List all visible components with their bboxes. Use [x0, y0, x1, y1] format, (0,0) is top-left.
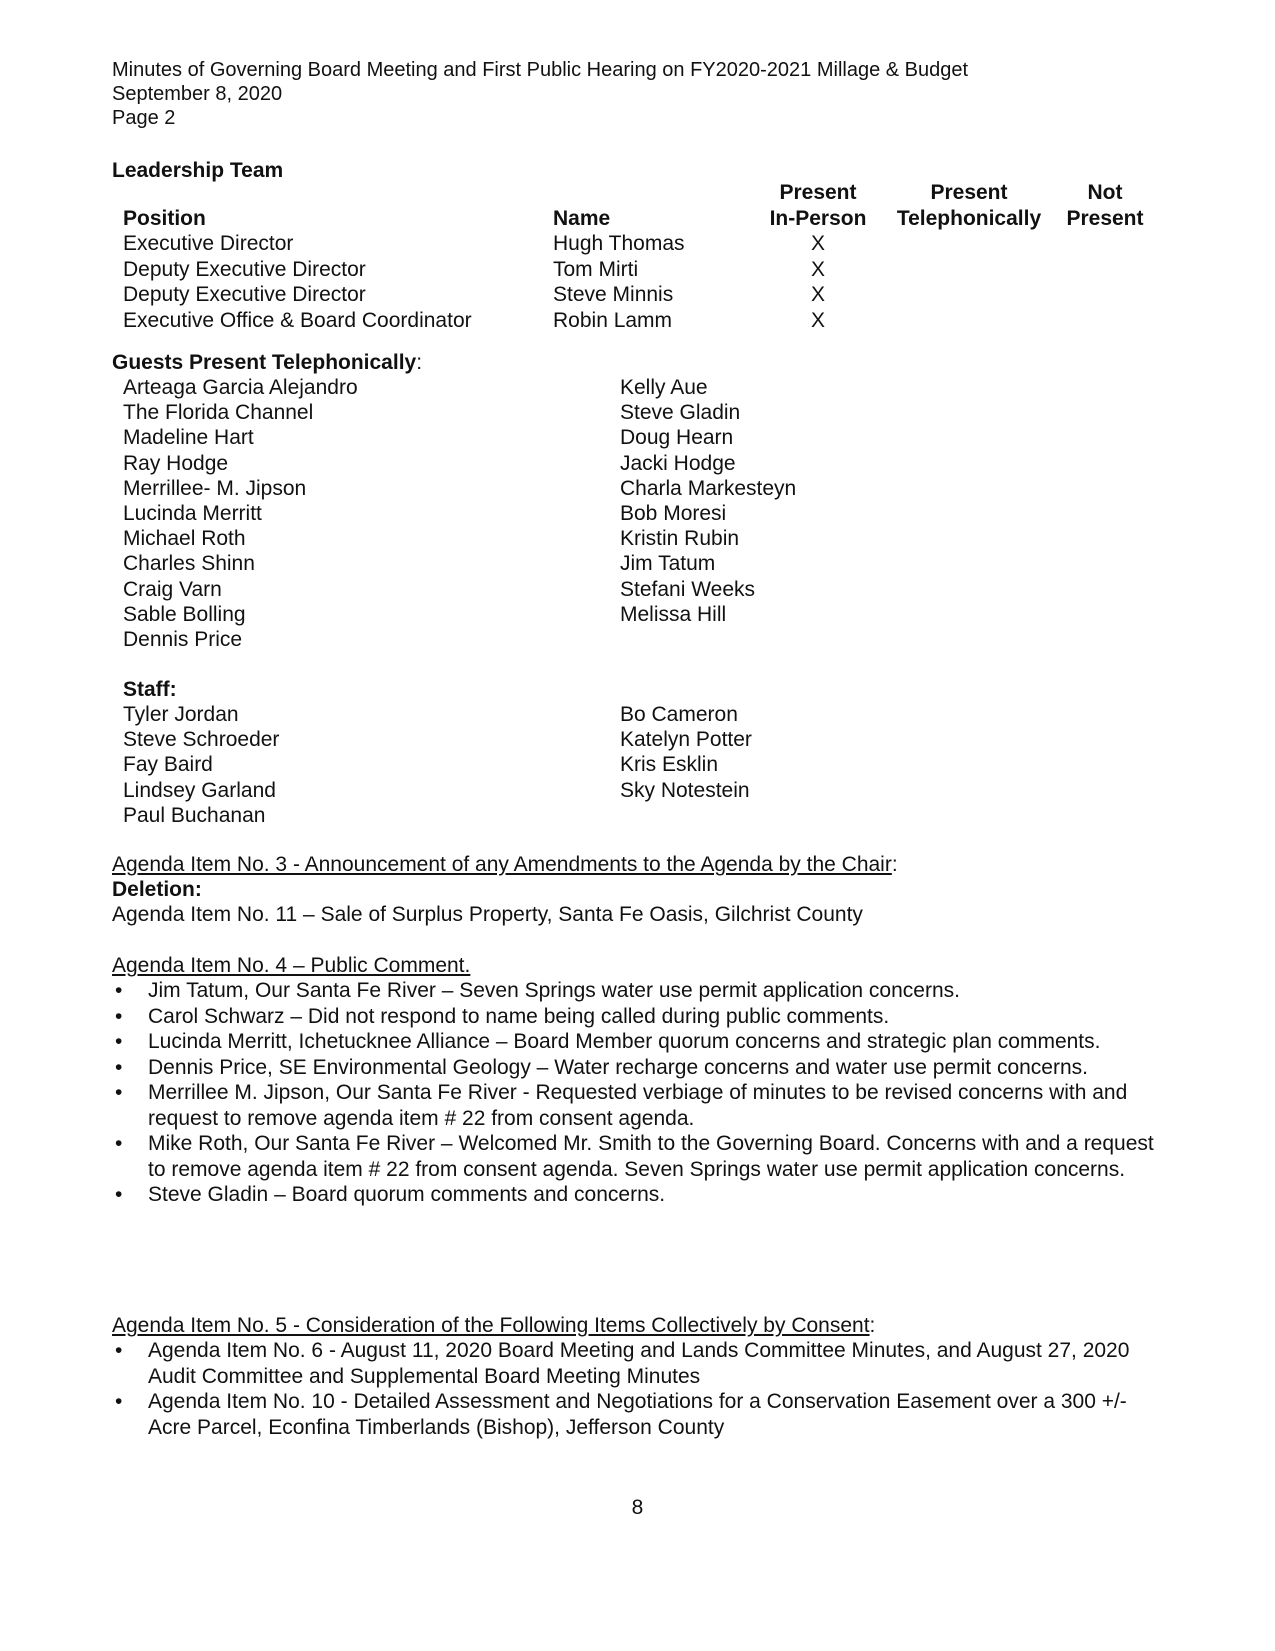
list-item: Kristin Rubin: [620, 527, 740, 551]
list-item: • Agenda Item No. 6 - August 11, 2020 Board Meeting and Lands Committee Minutes, and August 27, 2020 Audit Committee and Supplemental Board Meeting Minutes: [115, 1339, 1130, 1388]
page-number: 8: [631, 1496, 644, 1519]
staff-section: [112, 677, 1172, 827]
public-comment-list: [112, 978, 1172, 1208]
header-title: Minutes of Governing Board Meeting and First Public Hearing on FY2020-2021 Millage & Budget: [112, 59, 969, 81]
list-item: Steve Schroeder: [123, 728, 280, 752]
list-item: Sable Bolling: [123, 602, 246, 626]
list-item: Jim Tatum: [620, 552, 716, 576]
list-item: • Lucinda Merritt, Ichetucknee Alliance – Board Member quorum concerns and strategic plan comments.: [115, 1030, 1101, 1053]
list-item: Paul Buchanan: [123, 803, 266, 827]
list-item: Madeline Hart: [123, 426, 254, 450]
list-item: Stefani Weeks: [620, 577, 756, 601]
col-tele: Telephonically: [896, 206, 1042, 230]
list-item: Kelly Aue: [620, 376, 708, 399]
table-row: Executive Director Hugh Thomas X: [123, 232, 825, 255]
col-in-person-top: Present: [779, 181, 857, 204]
agenda-item-4: [112, 953, 1172, 1208]
table-row: Deputy Executive Director Tom Mirti X: [123, 257, 825, 281]
list-item: Charla Markesteyn: [620, 476, 797, 500]
col-position: Position: [123, 206, 206, 230]
list-item: Doug Hearn: [620, 426, 734, 450]
guests-heading: Guests Present Telephonically: [112, 351, 417, 374]
deletion-label: Deletion:: [112, 878, 202, 901]
list-item: Kris Esklin: [620, 753, 719, 777]
guests-right-column: [620, 375, 796, 627]
deletion-text: Agenda Item No. 11 – Sale of Surplus Property, Santa Fe Oasis, Gilchrist County: [112, 903, 863, 926]
list-item: • Jim Tatum, Our Santa Fe River – Seven Springs water use permit application concerns.: [115, 979, 960, 1002]
col-name: Name: [553, 206, 611, 230]
consent-items-list: [112, 1338, 1172, 1440]
list-item: Katelyn Potter: [620, 728, 752, 752]
list-item: • Carol Schwarz – Did not respond to name being called during public comments.: [115, 1004, 890, 1028]
header-date: September 8, 2020: [112, 83, 283, 105]
table-row: Deputy Executive Director Steve Minnis X: [123, 283, 825, 306]
agenda-item-3-title: Agenda Item No. 3 - Announcement of any Amendments to the Agenda by the Chair: [112, 853, 892, 876]
staff-heading: Staff:: [123, 678, 177, 701]
col-not-present: Present: [1066, 206, 1144, 230]
list-item: Jacki Hodge: [620, 451, 736, 475]
table-row: Executive Office & Board Coordinator Robin Lamm X: [123, 308, 825, 332]
staff-right-column: [620, 702, 752, 803]
list-item: Merrillee- M. Jipson: [123, 476, 307, 500]
document-header: [112, 58, 1172, 130]
agenda-item-5-title: Agenda Item No. 5 - Consideration of the Following Items Collectively by Consent: [112, 1314, 870, 1337]
document-page: [112, 58, 1172, 1439]
list-item: • Merrillee M. Jipson, Our Santa Fe River - Requested verbiage of minutes to be revised concerns with and request to remove agenda item # 22 from consent agenda.: [115, 1081, 1128, 1130]
list-item: Tyler Jordan: [123, 703, 239, 726]
list-item: The Florida Channel: [123, 401, 314, 425]
list-item: Bo Cameron: [620, 703, 738, 726]
list-item: • Mike Roth, Our Santa Fe River – Welcomed Mr. Smith to the Governing Board. Concerns with and a request to remove agenda item # 22 from consent agenda. Seven Springs water use permit application concerns.: [115, 1132, 1154, 1181]
staff-left-column: [123, 702, 279, 828]
list-item: Sky Notestein: [620, 778, 750, 802]
list-item: Arteaga Garcia Alejandro: [123, 376, 358, 399]
list-item: Fay Baird: [123, 753, 213, 777]
list-item: Lucinda Merritt: [123, 501, 262, 525]
list-item: Ray Hodge: [123, 451, 229, 475]
header-page: Page 2: [112, 107, 176, 129]
list-item: Michael Roth: [123, 527, 246, 551]
list-item: Lindsey Garland: [123, 778, 276, 802]
list-item: Dennis Price: [123, 627, 243, 651]
list-item: Craig Varn: [123, 577, 222, 601]
col-in-person: In-Person: [769, 206, 867, 230]
agenda-item-4-title: Agenda Item No. 4 – Public Comment.: [112, 954, 471, 977]
agenda-item-5: Agenda Item No. 5 - Consideration of the Following Items Collectively by Consent: • Agenda Item No. 6 - August 11, 2020 Board Meeting and Lands Committee Minutes, and August 27, 2020 Audit Committee and Supplemental Board Meeting Minutes • Agenda Item No. 10 - Detailed Assessment and Negotiations for a Conservation Easement over a 300 +/- Acre Parcel, Econfina Timberlands (Bishop), Jefferson County: [112, 1313, 1172, 1440]
col-tele-top: Present: [930, 181, 1008, 204]
list-item: • Agenda Item No. 10 - Detailed Assessment and Negotiations for a Conservation Easement over a 300 +/- Acre Parcel, Econfina Timberlands (Bishop), Jefferson County: [115, 1390, 1127, 1439]
guests-left-column: [123, 375, 358, 652]
list-item: Steve Gladin: [620, 401, 741, 425]
leadership-table: [112, 180, 1155, 333]
list-item: Charles Shinn: [123, 552, 255, 576]
list-item: Bob Moresi: [620, 501, 727, 525]
list-item: Melissa Hill: [620, 602, 727, 626]
col-not-top: Not: [1087, 181, 1123, 204]
list-item: • Steve Gladin – Board quorum comments and concerns.: [115, 1183, 666, 1206]
agenda-item-3: Agenda Item No. 3 - Announcement of any Amendments to the Agenda by the Chair: Deletion: Agenda Item No. 11 – Sale of Surplus Property, Santa Fe Oasis, Gilchrist County: [112, 852, 1172, 927]
leadership-team-heading: Leadership Team: [112, 159, 284, 182]
guests-section: Guests Present Telephonically: Arteaga Garcia Alejandro The Florida Channel Madeline Hart Ray Hodge Merrillee- M. Jipson Lucinda Merritt Michael Roth Charles Shinn Craig Varn Sable Bolling Dennis Price Kelly Aue Steve Gladin Doug Hearn Jacki Hodge Charla Markesteyn Bob Moresi Kristin Rubin Jim Tatum Stefani Weeks Melissa Hill: [112, 351, 797, 651]
list-item: • Dennis Price, SE Environmental Geology – Water recharge concerns and water use permit concerns.: [115, 1055, 1088, 1079]
